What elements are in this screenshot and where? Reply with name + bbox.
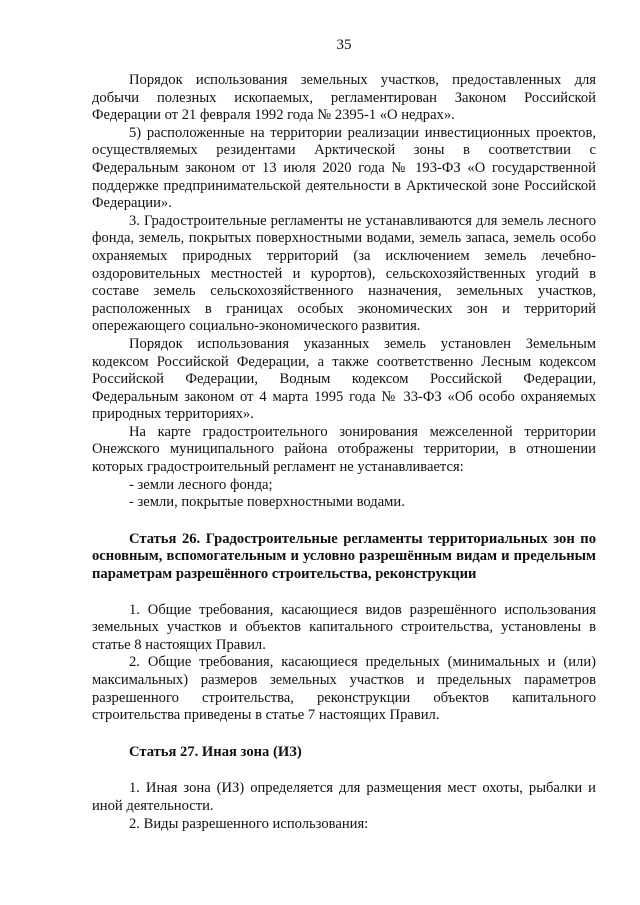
paragraph-regulations-not-established: 3. Градостроительные регламенты не устанавливаются для земель лесного фонда, земель, покрытых поверхностными водами, земель запаса, земель особо охраняемых природных территорий (за исключением земель лечебно-оздоровительных местностей и курортов), сельскохозяйственных угодий в составе земель сельскохозяйственного назначения, земельных участков, расположенных в границах особых экономических зон и территорий опережающего социально-экономического развития. <box>92 212 596 335</box>
paragraph-zoning-map: На карте градостроительного зонирования межселенной территории Онежского муниципального района отображены территории, в отношении которых градостроительный регламент не устанавливается: <box>92 423 596 476</box>
paragraph-land-use-order: Порядок использования указанных земель установлен Земельным кодексом Российской Федерации, а также соответственно Лесным кодексом Российской Федерации, Водным кодексом Российской Федерации, Федеральным законом от 4 марта 1995 года № 33-ФЗ «Об особо охраняемых природных территориях». <box>92 335 596 423</box>
paragraph-permitted-use-types: 2. Виды разрешенного использования: <box>129 815 369 832</box>
article-27-heading: Статья 27. Иная зона (ИЗ) <box>129 743 302 760</box>
list-item-water-land: - земли, покрытые поверхностными водами. <box>129 494 405 511</box>
page-number: 35 <box>336 37 352 53</box>
paragraph-general-use-requirements: 1. Общие требования, касающиеся видов разрешённого использования земельных участков и объектов капитального строительства, установлены в статье 8 настоящих Правил. <box>92 601 596 653</box>
paragraph-arctic-zone: 5) расположенные на территории реализации инвестиционных проектов, осуществляемых резидентами Арктической зоны в соответствии с Федеральным законом от 13 июля 2020 года № 193-ФЗ «О государственной поддержке предпринимательской деятельности в Арктической зоне Российской Федерации». <box>92 124 596 212</box>
document-body <box>92 72 596 833</box>
paragraph-subsoil-use: Порядок использования земельных участков, предоставленных для добычи полезных ископаемых, регламентирован Законом Российской Федерации от 21 февраля 1992 года № 2395-1 «О недрах». <box>92 72 596 124</box>
paragraph-other-zone-definition: 1. Иная зона (ИЗ) определяется для размещения мест охоты, рыбалки и иной деятельности. <box>92 780 596 814</box>
document-page <box>92 0 596 905</box>
paragraph-general-size-requirements: 2. Общие требования, касающиеся предельных (минимальных и (или) максимальных) размеров земельных участков и предельных параметров разрешенного строительства, реконструкции объектов капитального строительства приведены в статье 7 настоящих Правил. <box>92 654 596 724</box>
article-26-heading: Статья 26. Градостроительные регламенты территориальных зон по основным, вспомогательным и условно разрешённым видам и предельным параметрам разрешённого строительства, реконструкции <box>92 530 596 583</box>
list-item-forest-land: - земли лесного фонда; <box>129 476 273 493</box>
